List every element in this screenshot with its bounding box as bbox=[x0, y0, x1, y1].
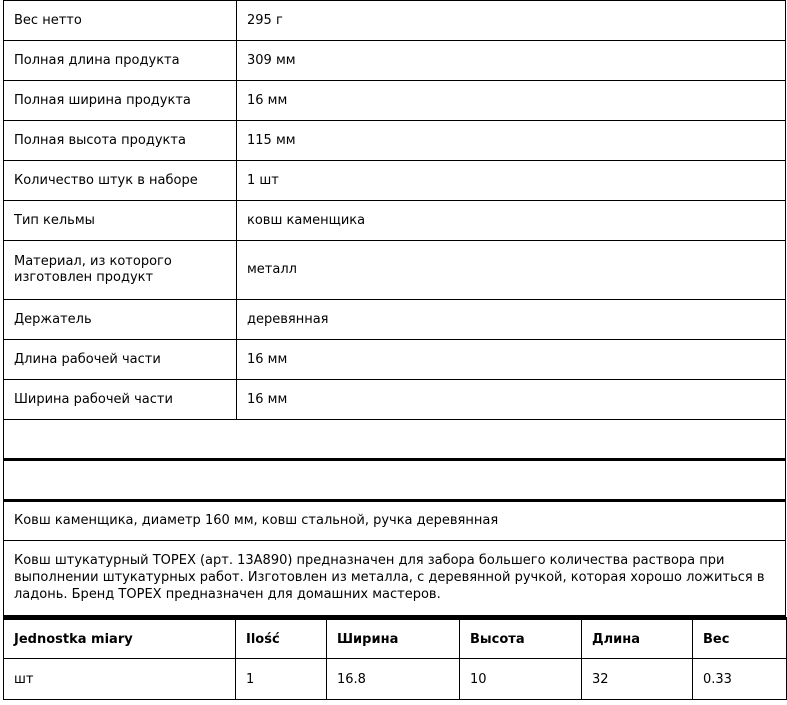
spec-value: ковш каменщика bbox=[237, 201, 786, 241]
product-spec-sheet bbox=[3, 0, 786, 700]
units-cell: шт bbox=[4, 659, 236, 700]
spec-value: 16 мм bbox=[237, 340, 786, 380]
spec-label: Ширина рабочей части bbox=[4, 380, 237, 420]
units-cell: 16.8 bbox=[327, 659, 460, 700]
units-header-cell: Длина bbox=[582, 619, 693, 659]
units-cell: 1 bbox=[236, 659, 327, 700]
units-header-cell: Вес bbox=[693, 619, 787, 659]
spec-value: 295 г bbox=[237, 1, 786, 41]
spec-value: 16 мм bbox=[237, 380, 786, 420]
units-data-row bbox=[4, 659, 787, 700]
short-description: Ковш каменщика, диаметр 160 мм, ковш стальной, ручка деревянная bbox=[4, 502, 785, 541]
spec-value: металл bbox=[237, 241, 786, 300]
spec-row bbox=[4, 121, 786, 161]
spec-row bbox=[4, 81, 786, 121]
spec-label: Длина рабочей части bbox=[4, 340, 237, 380]
spec-table bbox=[3, 0, 786, 461]
units-table bbox=[3, 617, 787, 700]
units-header-row bbox=[4, 619, 787, 659]
spec-value: 1 шт bbox=[237, 161, 786, 201]
spec-label: Тип кельмы bbox=[4, 201, 237, 241]
spec-label: Количество штук в наборе bbox=[4, 161, 237, 201]
units-header-cell: Ilość bbox=[236, 619, 327, 659]
units-header-cell: Высота bbox=[460, 619, 582, 659]
long-description: Ковш штукатурный TOPEX (арт. 13A890) предназначен для забора большего количества раствора при выполнении штукатурных работ. Изготовлен из металла, с деревянной ручкой, которая хорошо ложиться в ладонь. Бренд TOPEX предназначен для домашних мастеров. bbox=[4, 541, 785, 616]
spec-row bbox=[4, 201, 786, 241]
spec-value: 309 мм bbox=[237, 41, 786, 81]
spec-label: Вес нетто bbox=[4, 1, 237, 41]
spec-label: Держатель bbox=[4, 300, 237, 340]
spec-label: Полная ширина продукта bbox=[4, 81, 237, 121]
units-header-cell: Jednostka miary bbox=[4, 619, 236, 659]
units-cell: 10 bbox=[460, 659, 582, 700]
spec-value: деревянная bbox=[237, 300, 786, 340]
spec-label: Материал, из которого изготовлен продукт bbox=[4, 241, 237, 300]
spec-value: 16 мм bbox=[237, 81, 786, 121]
spec-row bbox=[4, 241, 786, 300]
spec-row bbox=[4, 340, 786, 380]
units-header-cell: Ширина bbox=[327, 619, 460, 659]
units-cell: 0.33 bbox=[693, 659, 787, 700]
spec-label: Полная высота продукта bbox=[4, 121, 237, 161]
section-gap bbox=[3, 461, 786, 499]
spec-row bbox=[4, 41, 786, 81]
spec-value: 115 мм bbox=[237, 121, 786, 161]
spec-row bbox=[4, 300, 786, 340]
spec-row bbox=[4, 1, 786, 41]
spec-row bbox=[4, 161, 786, 201]
description-block bbox=[3, 499, 786, 617]
empty-cell bbox=[4, 420, 786, 460]
units-cell: 32 bbox=[582, 659, 693, 700]
spec-label: Полная длина продукта bbox=[4, 41, 237, 81]
spec-row bbox=[4, 380, 786, 420]
spec-empty-row bbox=[4, 420, 786, 460]
